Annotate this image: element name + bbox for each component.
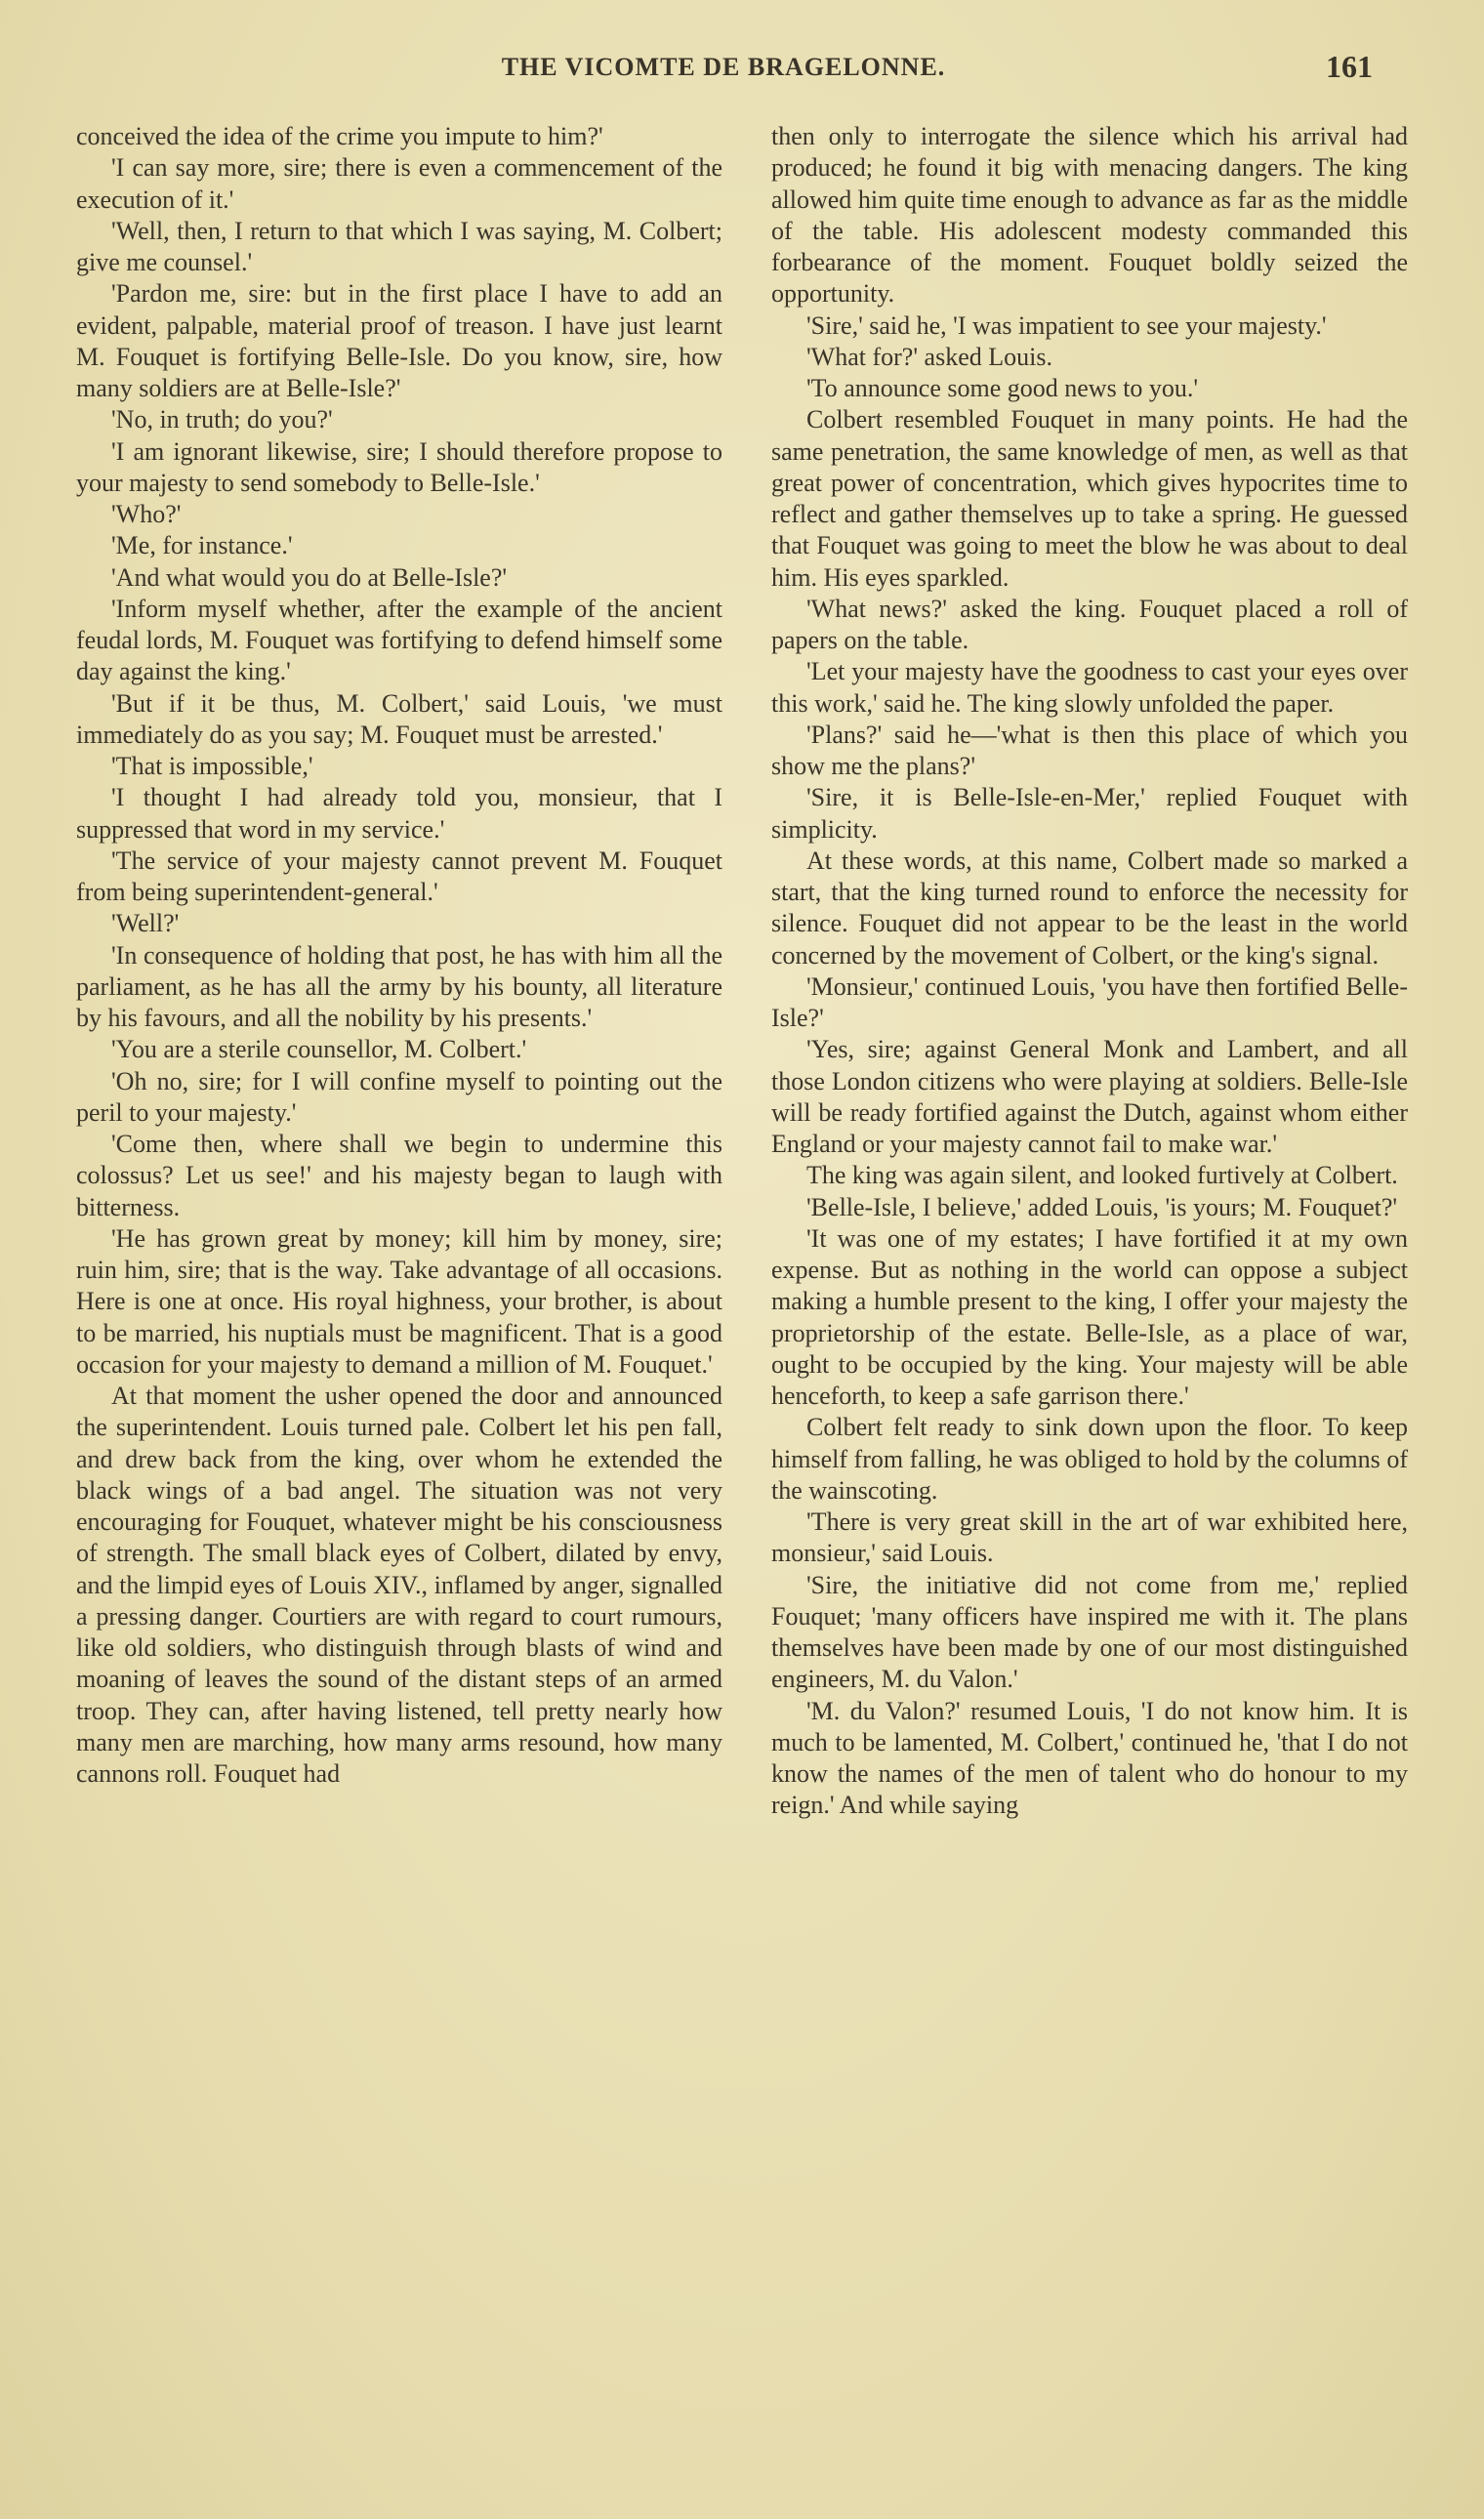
paragraph: 'Monsieur,' continued Louis, 'you have then fortified Belle-Isle?': [771, 971, 1408, 1032]
running-title: THE VICOMTE DE BRAGELONNE.: [501, 53, 946, 81]
left-column: [76, 121, 722, 1790]
paragraph: 'But if it be thus, M. Colbert,' said Louis, 'we must immediately do as you say; M. Fouquet must be arrested.': [76, 688, 722, 749]
paragraph: 'Sire, the initiative did not come from me,' replied Fouquet; 'many officers have inspired me with it. The plans themselves have been made by one of our most distinguished engineers, M. du Valon.': [771, 1570, 1408, 1694]
paragraph: The king was again silent, and looked furtively at Colbert.: [806, 1161, 1398, 1190]
paragraph: 'Belle-Isle, I believe,' added Louis, 'is yours; M. Fouquet?': [806, 1192, 1398, 1221]
paragraph: 'Sire, it is Belle-Isle-en-Mer,' replied Fouquet with simplicity.: [771, 783, 1408, 844]
paragraph: 'I can say more, sire; there is even a commencement of the execution of it.': [76, 153, 722, 214]
paragraph: 'Inform myself whether, after the example of the ancient feudal lords, M. Fouquet was fortifying to defend himself some day against the king.': [76, 594, 722, 686]
paragraph: Colbert felt ready to sink down upon the floor. To keep himself from falling, he was obliged to hold by the columns of the wainscoting.: [771, 1413, 1408, 1505]
paragraph: 'Plans?' said he—'what is then this place of which you show me the plans?': [771, 720, 1408, 780]
paragraph: At that moment the usher opened the door and announced the superintendent. Louis turned pale. Colbert let his pen fall, and drew back from the king, over whom he extended the black wings of a bad angel. The situation was not very encouraging for Fouquet, whatever might be his consciousness of strength. The small black eyes of Colbert, dilated by envy, and the limpid eyes of Louis XIV., inflamed by anger, signalled a pressing danger. Courtiers are with regard to court rumours, like old soldiers, who distinguish through blasts of wind and moaning of leaves the sound of the distant steps of an armed troop. They can, after having listened, tell pretty nearly how many men are marching, how many arms resound, how many cannons roll. Fouquet had: [76, 1382, 722, 1788]
page-header: [74, 49, 1373, 92]
paragraph: 'Yes, sire; against General Monk and Lambert, and all those London citizens who were playing at soldiers. Belle-Isle will be ready fortified against the Dutch, against whom either England or your majesty cannot fail to make war.': [771, 1035, 1408, 1158]
paragraph: 'Well?': [111, 909, 180, 938]
paragraph: 'Who?': [111, 500, 182, 528]
paragraph: 'I thought I had already told you, monsieur, that I suppressed that word in my service.': [76, 783, 722, 844]
paragraph: Colbert resembled Fouquet in many points. He had the same penetration, the same knowledge of men, as well as that great power of concentration, which gives hypocrites time to reflect and gather themselves up to take a spring. He guessed that Fouquet was going to meet the blow he was about to deal him. His eyes sparkled.: [771, 405, 1408, 592]
paragraph: 'There is very great skill in the art of war exhibited here, monsieur,' said Louis.: [771, 1507, 1408, 1568]
paragraph: 'No, in truth; do you?': [111, 405, 333, 434]
paragraph: 'He has grown great by money; kill him by money, sire; ruin him, sire; that is the way. Take advantage of all occasions. Here is one at once. His royal highness, your brother, is about to be married, his nuptials must be magnificent. That is a good occasion for your majesty to demand a million of M. Fouquet.': [76, 1223, 722, 1379]
paragraph: 'Sire,' said he, 'I was impatient to see your majesty.': [806, 310, 1327, 340]
paragraph: 'In consequence of holding that post, he has with him all the parliament, as he has all the army by his bounty, all literature by his favours, and all the nobility by his presents.': [76, 940, 722, 1032]
paragraph: conceived the idea of the crime you impute to him?': [76, 122, 603, 150]
paragraph: 'To announce some good news to you.': [806, 374, 1199, 402]
paragraph: 'It was one of my estates; I have fortified it at my own expense. But as nothing in the world can oppose a subject making a humble present to the king, I offer your majesty the proprietorship of the estate. Belle-Isle, as a place of war, ought to be occupied by the king. Your majesty will be able henceforth, to keep a safe garrison there.': [771, 1223, 1408, 1410]
paragraph: 'What news?' asked the king. Fouquet placed a roll of papers on the table.: [771, 594, 1408, 654]
page-number: 161: [1326, 49, 1373, 84]
paragraph: 'That is impossible,': [111, 752, 313, 780]
paragraph: At these words, at this name, Colbert made so marked a start, that the king turned round to enforce the necessity for silence. Fouquet did not appear to be the least in the world concerned by the movement of Colbert, or the king's signal.: [771, 846, 1408, 970]
paragraph: 'I am ignorant likewise, sire; I should therefore propose to your majesty to send somebody to Belle-Isle.': [76, 436, 722, 497]
paragraph: 'Me, for instance.': [111, 531, 293, 560]
paragraph: 'What for?' asked Louis.: [806, 342, 1052, 371]
paragraph: 'The service of your majesty cannot prevent M. Fouquet from being superintendent-general.': [76, 846, 722, 906]
paragraph: 'And what would you do at Belle-Isle?': [111, 562, 508, 592]
paragraph: 'Oh no, sire; for I will confine myself to pointing out the peril to your majesty.': [76, 1066, 722, 1127]
paragraph: 'Let your majesty have the goodness to cast your eyes over this work,' said he. The king slowly unfolded the paper.: [771, 657, 1408, 718]
paragraph: 'M. du Valon?' resumed Louis, 'I do not know him. It is much to be lamented, M. Colbert,' continued he, 'that I do not know the names of the men of talent who do honour to my reign.' And while saying: [771, 1696, 1408, 1820]
paragraph: 'Come then, where shall we begin to undermine this colossus? Let us see!' and his majesty began to laugh with bitterness.: [76, 1130, 722, 1221]
paragraph: 'Well, then, I return to that which I was saying, M. Colbert; give me counsel.': [76, 216, 722, 276]
paragraph: 'You are a sterile counsellor, M. Colbert.': [111, 1035, 527, 1064]
paragraph: 'Pardon me, sire: but in the first place I have to add an evident, palpable, material proof of treason. I have just learnt M. Fouquet is fortifying Belle-Isle. Do you know, sire, how many soldiers are at Belle-Isle?': [76, 279, 722, 402]
paragraph: then only to interrogate the silence which his arrival had produced; he found it big with menacing dangers. The king allowed him quite time enough to advance as far as the middle of the table. His adolescent modesty commanded this forbearance of the moment. Fouquet boldly seized the opportunity.: [771, 122, 1408, 309]
right-column: [771, 121, 1408, 1822]
